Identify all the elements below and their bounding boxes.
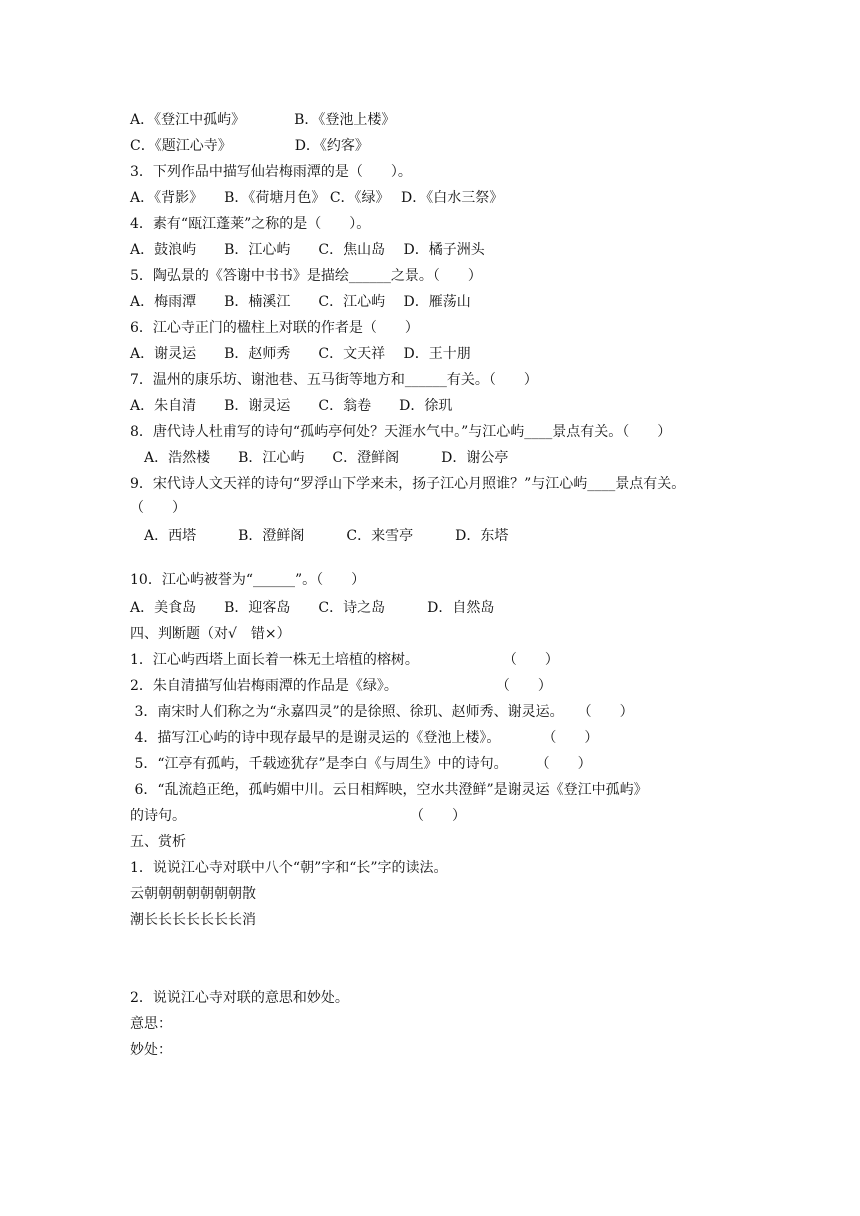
question-7: 7．温州的康乐坊、谢池巷、五马街等地方和______有关。（ ）: [130, 372, 538, 388]
options-q4: A．鼓浪屿 B．江心屿 C．焦山岛 D．橘子洲头: [130, 242, 485, 258]
options-q9: A．西塔 B．澄鲜阁 C．来雪亭 D．东塔: [130, 528, 509, 544]
options-q5: A．梅雨潭 B．楠溪江 C．江心屿 D．雁荡山: [130, 294, 471, 310]
section-heading-appreciation: 五、赏析: [130, 834, 186, 850]
options-q8: A．浩然楼 B．江心屿 C．澄鲜阁 D．谢公亭: [130, 450, 509, 466]
question-5: 5．陶弘景的《答谢中书书》是描绘______之景。（ ）: [130, 268, 482, 284]
judgment-6-cont: 的诗句。 （ ）: [130, 808, 466, 824]
question-4: 4．素有“瓯江蓬莱”之称的是（ ）。: [130, 216, 371, 232]
question-9-paren: （ ）: [130, 500, 186, 516]
judgment-6: 6．“乱流趋正绝，孤屿媚中川。云日相辉映，空水共澄鲜”是谢灵运《登江中孤屿》: [130, 782, 648, 798]
judgment-5: 5．“江亭有孤屿，千载迹犹存”是李白《与周生》中的诗句。 （ ）: [130, 756, 592, 772]
appreciation-question-2: 2．说说江心寺对联的意思和妙处。: [130, 990, 349, 1006]
appreciation-question-1: 1．说说江心寺对联中八个“朝”字和“长”字的读法。: [130, 860, 448, 876]
meaning-label: 意思：: [130, 1016, 172, 1032]
judgment-4: 4．描写江心屿的诗中现存最早的是谢灵运的《登池上楼》。 （ ）: [130, 730, 599, 746]
question-10: 10．江心屿被誉为“______”。（ ）: [130, 572, 366, 588]
couplet-line-2: 潮长长长长长长长消: [130, 912, 256, 928]
options-q10: A．美食岛 B．迎客岛 C．诗之岛 D．自然岛: [130, 600, 495, 616]
options-q6: A．谢灵运 B．赵师秀 C．文天祥 D．王十朋: [130, 346, 471, 362]
question-3: 3．下列作品中描写仙岩梅雨潭的是（ ）。: [130, 164, 412, 180]
options-line-q1-ab: A．《登江中孤屿》 B．《登池上楼》: [130, 112, 396, 128]
options-q7: A．朱自清 B．谢灵运 C．翁卷 D．徐玑: [130, 398, 453, 414]
couplet-line-1: 云朝朝朝朝朝朝朝散: [130, 886, 256, 902]
judgment-1: 1．江心屿西塔上面长着一株无土培植的榕树。 （ ）: [130, 652, 559, 668]
section-heading-judgment: 四、判断题（对√ 错×）: [130, 626, 291, 642]
options-q3: A．《背影》 B．《荷塘月色》 C．《绿》 D．《白水三祭》: [130, 190, 504, 206]
question-8: 8．唐代诗人杜甫写的诗句“孤屿亭何处？天涯水气中。”与江心屿____景点有关。（ ）: [130, 424, 672, 440]
question-6: 6．江心寺正门的楹柱上对联的作者是（ ）: [130, 320, 419, 336]
options-line-q1-cd: C．《题江心寺》 D．《约客》: [130, 138, 369, 154]
judgment-3: 3．南宋时人们称之为“永嘉四灵”的是徐照、徐玑、赵师秀、谢灵运。 （ ）: [130, 704, 634, 720]
merit-label: 妙处：: [130, 1042, 172, 1058]
question-9: 9．宋代诗人文天祥的诗句“罗浮山下学来未，扬子江心月照谁？”与江心屿____景点有关。: [130, 476, 686, 492]
judgment-2: 2．朱自清描写仙岩梅雨潭的作品是《绿》。 （ ）: [130, 678, 552, 694]
